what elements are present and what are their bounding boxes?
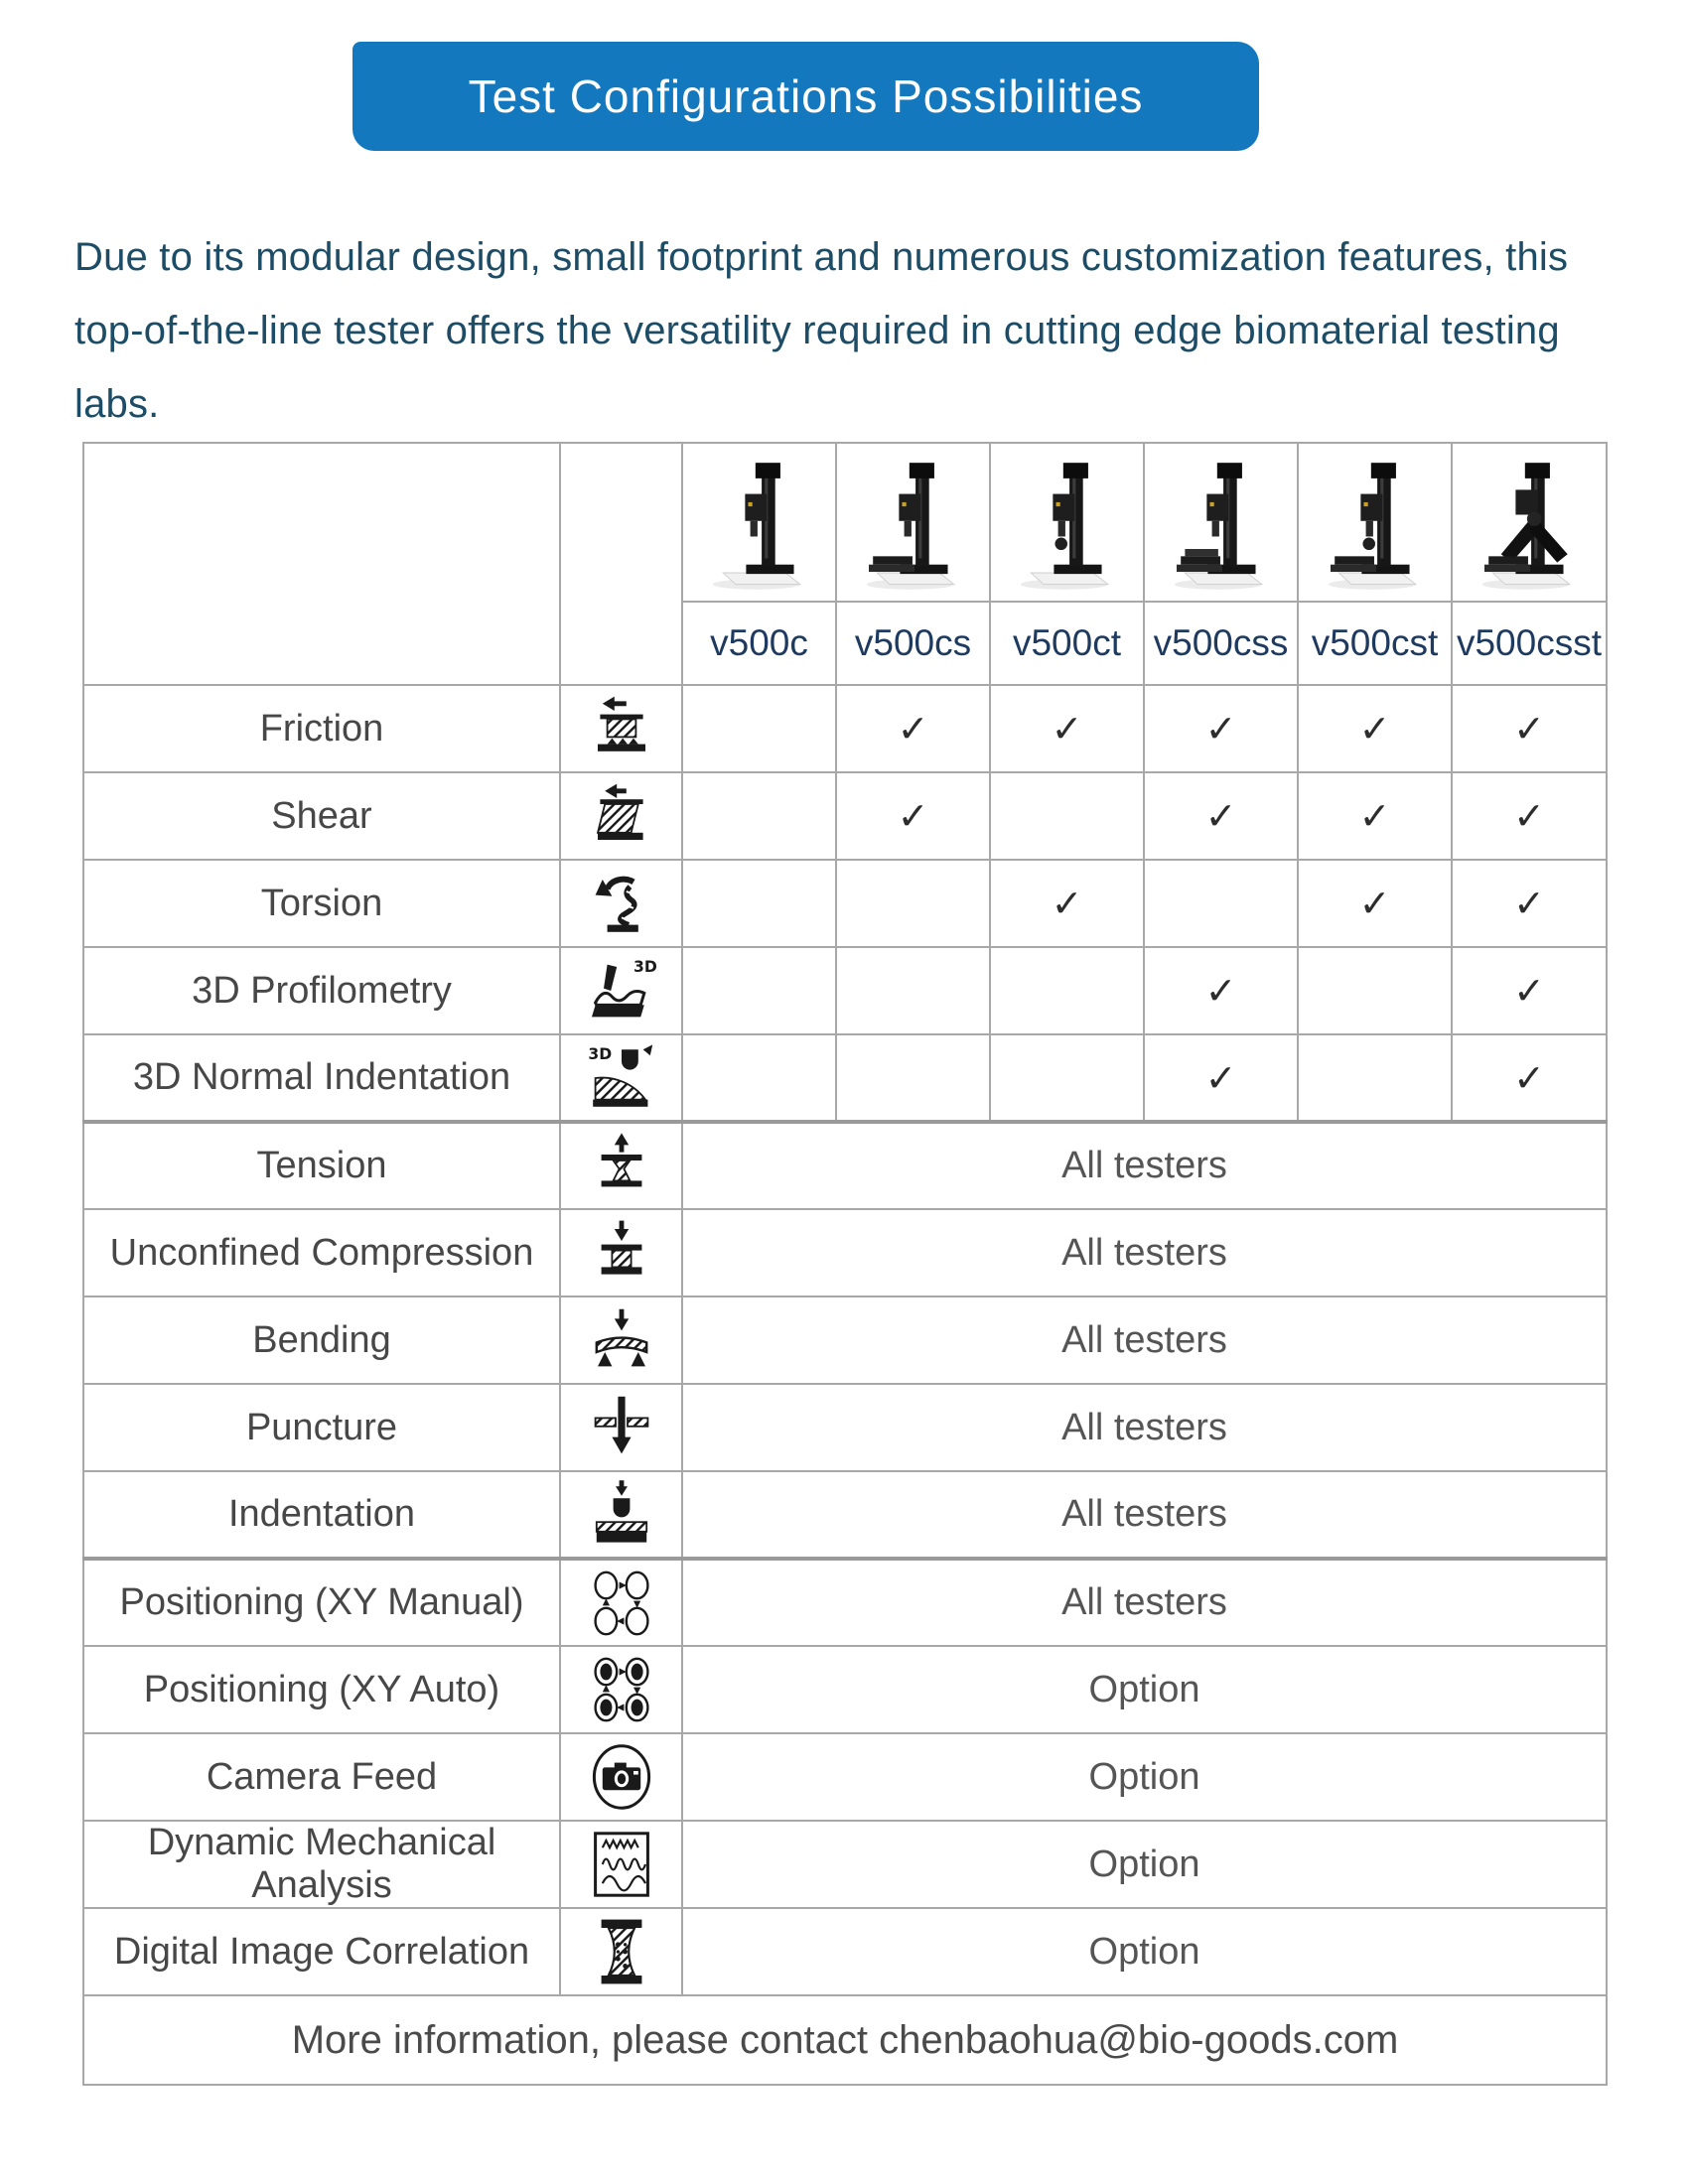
tester-v500ct-cell <box>990 443 1144 602</box>
row-label: 3D Normal Indentation <box>83 1034 560 1122</box>
availability-cell-v500csst <box>1452 947 1607 1034</box>
availability-span-cell: Option <box>682 1821 1607 1908</box>
check-icon: ✓ <box>1513 707 1545 751</box>
check-icon: ✓ <box>1513 794 1545 838</box>
table-row <box>83 1908 1607 1995</box>
availability-cell-v500csst <box>1452 1034 1607 1122</box>
tester-v500css <box>1162 455 1281 594</box>
availability-cell-v500csst <box>1452 685 1607 772</box>
dma-icon <box>560 1821 682 1908</box>
check-icon: ✓ <box>1358 882 1391 925</box>
table-row <box>83 1559 1607 1646</box>
availability-cell-v500cs <box>836 1034 990 1122</box>
check-icon: ✓ <box>897 794 929 838</box>
svg-text:3D: 3D <box>633 957 657 976</box>
tester-v500cst-cell <box>1298 443 1452 602</box>
check-icon: ✓ <box>1204 794 1237 838</box>
check-icon: ✓ <box>897 707 929 751</box>
availability-cell-v500cst <box>1298 947 1452 1034</box>
row-label: Shear <box>83 772 560 860</box>
availability-span-cell: All testers <box>682 1384 1607 1471</box>
row-label: Unconfined Compression <box>83 1209 560 1297</box>
availability-cell-v500css <box>1144 1034 1298 1122</box>
row-label: Bending <box>83 1297 560 1384</box>
dic-icon <box>560 1908 682 1995</box>
friction-icon <box>560 685 682 772</box>
availability-cell-v500css <box>1144 685 1298 772</box>
table-row <box>83 1209 1607 1297</box>
model-name-v500cst: v500cst <box>1298 602 1452 685</box>
availability-cell-v500cs <box>836 772 990 860</box>
table-row <box>83 1297 1607 1384</box>
tester-v500ct <box>1008 455 1127 594</box>
table-row <box>83 947 1607 1034</box>
check-icon: ✓ <box>1513 882 1545 925</box>
availability-span-cell: Option <box>682 1908 1607 1995</box>
availability-span-cell: Option <box>682 1646 1607 1733</box>
shear-icon <box>560 772 682 860</box>
availability-cell-v500c <box>682 685 836 772</box>
contact-note: More information, please contact chenbaohua@bio-goods.com <box>83 1995 1607 2085</box>
header-image-row <box>83 443 1607 602</box>
row-label: Friction <box>83 685 560 772</box>
availability-cell-v500ct <box>990 1034 1144 1122</box>
header-empty-label-cell <box>83 443 560 685</box>
puncture-icon <box>560 1384 682 1471</box>
model-name-v500ct: v500ct <box>990 602 1144 685</box>
header-empty-icon-cell <box>560 443 682 685</box>
model-name-v500c: v500c <box>682 602 836 685</box>
check-icon: ✓ <box>1513 969 1545 1013</box>
row-label: 3D Profilometry <box>83 947 560 1034</box>
availability-cell-v500css <box>1144 772 1298 860</box>
table-row <box>83 772 1607 860</box>
check-icon: ✓ <box>1051 882 1083 925</box>
row-label: Dynamic Mechanical Analysis <box>83 1821 560 1908</box>
tester-v500cst <box>1316 455 1435 594</box>
check-icon: ✓ <box>1204 707 1237 751</box>
availability-cell-v500csst <box>1452 860 1607 947</box>
table-footer-row <box>83 1995 1607 2085</box>
profilometry-3d-icon <box>560 947 682 1034</box>
availability-cell-v500cst <box>1298 860 1452 947</box>
test-configurations-table <box>82 442 1606 2086</box>
positioning-xy-auto-icon <box>560 1646 682 1733</box>
availability-cell-v500c <box>682 1034 836 1122</box>
availability-span-cell: All testers <box>682 1559 1607 1646</box>
page-title-banner <box>352 42 1259 151</box>
tester-v500css-cell <box>1144 443 1298 602</box>
table-row <box>83 860 1607 947</box>
availability-cell-v500cs <box>836 685 990 772</box>
model-name-v500css: v500css <box>1144 602 1298 685</box>
check-icon: ✓ <box>1204 969 1237 1013</box>
positioning-xy-manual-icon <box>560 1559 682 1646</box>
availability-cell-v500cst <box>1298 1034 1452 1122</box>
availability-cell-v500c <box>682 947 836 1034</box>
tester-v500csst-cell <box>1452 443 1607 602</box>
table-row <box>83 1471 1607 1559</box>
row-label: Positioning (XY Auto) <box>83 1646 560 1733</box>
table-row <box>83 1646 1607 1733</box>
availability-span-cell: All testers <box>682 1471 1607 1559</box>
availability-cell-v500c <box>682 772 836 860</box>
model-name-v500cs: v500cs <box>836 602 990 685</box>
availability-cell-v500css <box>1144 947 1298 1034</box>
camera-icon <box>560 1733 682 1821</box>
table-row <box>83 1122 1607 1209</box>
availability-cell-v500ct <box>990 685 1144 772</box>
table-row <box>83 685 1607 772</box>
table-row <box>83 1034 1607 1122</box>
availability-cell-v500cst <box>1298 772 1452 860</box>
check-icon: ✓ <box>1051 707 1083 751</box>
indentation-icon <box>560 1471 682 1559</box>
availability-cell-v500ct <box>990 860 1144 947</box>
availability-cell-v500cst <box>1298 685 1452 772</box>
check-icon: ✓ <box>1513 1055 1545 1100</box>
tension-icon <box>560 1122 682 1209</box>
check-icon: ✓ <box>1358 794 1391 838</box>
compression-icon <box>560 1209 682 1297</box>
tester-v500c-cell <box>682 443 836 602</box>
table-row <box>83 1384 1607 1471</box>
availability-span-cell: All testers <box>682 1122 1607 1209</box>
availability-cell-v500css <box>1144 860 1298 947</box>
row-label: Torsion <box>83 860 560 947</box>
tester-v500c <box>700 455 819 594</box>
bending-icon <box>560 1297 682 1384</box>
row-label: Indentation <box>83 1471 560 1559</box>
availability-span-cell: All testers <box>682 1297 1607 1384</box>
torsion-icon <box>560 860 682 947</box>
table-row <box>83 1821 1607 1908</box>
table-row <box>83 1733 1607 1821</box>
model-name-v500csst: v500csst <box>1452 602 1607 685</box>
tester-v500cs-cell <box>836 443 990 602</box>
intro-paragraph: Due to its modular design, small footprint and numerous customization features, this top-of-the-line tester offers the versatility required in cutting edge biomaterial testing labs. <box>74 235 1569 426</box>
normal-indentation-3d-icon <box>560 1034 682 1122</box>
svg-text:3D: 3D <box>587 1044 612 1063</box>
availability-cell-v500cs <box>836 947 990 1034</box>
tester-v500csst <box>1470 455 1589 594</box>
availability-span-cell: All testers <box>682 1209 1607 1297</box>
availability-cell-v500cs <box>836 860 990 947</box>
availability-cell-v500ct <box>990 772 1144 860</box>
row-label: Puncture <box>83 1384 560 1471</box>
tester-v500cs <box>854 455 973 594</box>
row-label: Positioning (XY Manual) <box>83 1559 560 1646</box>
availability-cell-v500csst <box>1452 772 1607 860</box>
availability-cell-v500ct <box>990 947 1144 1034</box>
page-title: Test Configurations Possibilities <box>468 70 1144 122</box>
row-label: Digital Image Correlation <box>83 1908 560 1995</box>
row-label: Tension <box>83 1122 560 1209</box>
check-icon: ✓ <box>1204 1055 1237 1100</box>
availability-cell-v500c <box>682 860 836 947</box>
availability-span-cell: Option <box>682 1733 1607 1821</box>
check-icon: ✓ <box>1358 707 1391 751</box>
row-label: Camera Feed <box>83 1733 560 1821</box>
